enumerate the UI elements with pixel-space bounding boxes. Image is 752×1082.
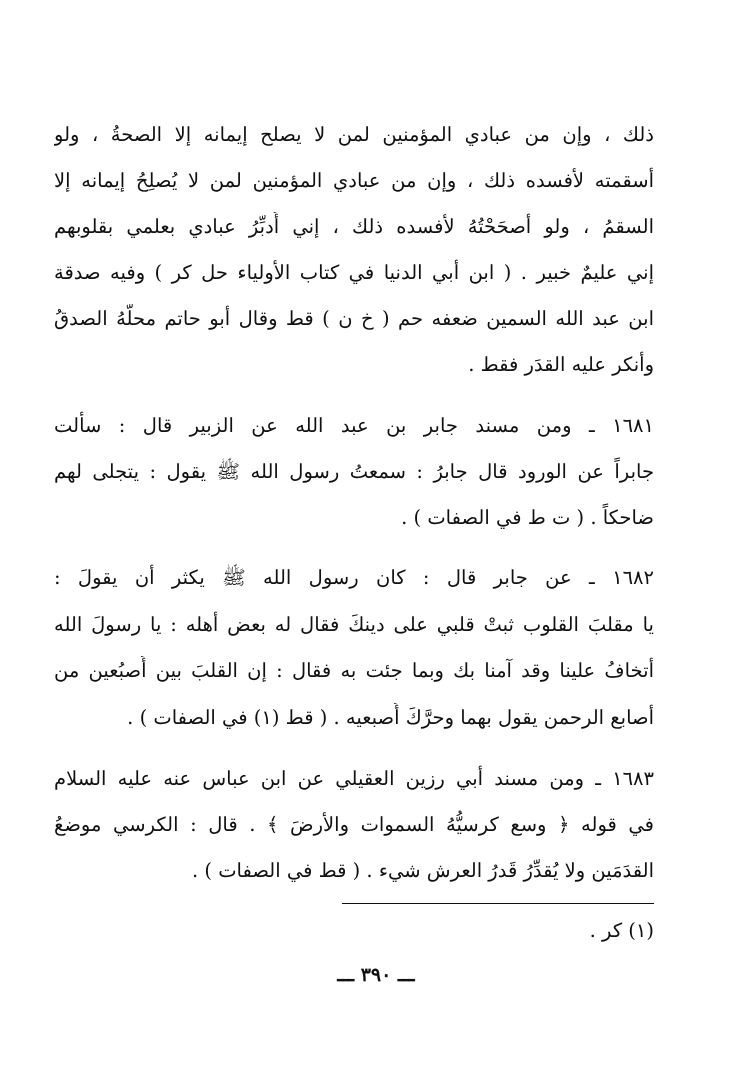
footnote-separator: [342, 903, 654, 904]
footnote: (١) كر .: [589, 919, 654, 942]
hadith-1681-line-1: ١٦٨١ ـ ومن مسند جابر بن عبد الله عن الزبير قال : سألت: [54, 414, 654, 437]
paragraph-1-line-5: ابن عبد الله السمين ضعفه حم ( خ ن ) قط وقال أبو حاتم محلُّهُ الصدقُ: [54, 307, 654, 330]
paragraph-1-line-4: إني عليمٌ خبير . ( ابن أبي الدنيا في كتاب الأولياء حل كر ) وفيه صدقة: [54, 261, 654, 284]
hadith-1682-line-2: يا مقلبَ القلوب ثبتْ قلبي على دينكَ فقال له بعض أهله : يا رسولَ الله: [54, 613, 654, 636]
hadith-1681-line-2: جابراً عن الورود قال جابرُ : سمعتُ رسول الله ﷺ يقول : يتجلى لهم: [54, 460, 654, 483]
hadith-1682-line-3: أتخافُ علينا وقد آمنا بك وبما جئت به فقال : إن القلبَ بين أُصبُعين من: [54, 659, 654, 682]
page-number: ـــ ٣٩٠ ـــ: [337, 964, 415, 986]
hadith-1682-line-4: أصابع الرحمن يقول بهما وحرَّكَ أُصبعيه . ( قط (١) في الصفات ) .: [127, 706, 654, 729]
paragraph-1-line-3: السقمُ ، ولو أصحَحْتُهُ لأفسده ذلك ، إني أُدبِّرُ عبادي بعلمي بقلوبهم: [54, 215, 654, 238]
hadith-1683-line-3: القدَمَين ولا يُقدِّرُ قَدرُ العرش شيء . ( قط في الصفات ) .: [191, 859, 654, 882]
hadith-1683-line-2: في قوله ﴿ وسع كرسيُّهُ السموات والأرضَ ﴾ . قال : الكرسي موضعُ: [54, 813, 654, 836]
paragraph-1-line-6: وأنكر عليه القدَر فقط .: [468, 353, 654, 376]
paragraph-1-line-1: ذلك ، وإن من عبادي المؤمنين لمن لا يصلح إيمانه إلا الصحةُ ، ولو: [54, 123, 654, 146]
hadith-1682-line-1: ١٦٨٢ ـ عن جابر قال : كان رسول الله ﷺ يكثر أن يقولَ :: [54, 566, 654, 589]
hadith-1681-line-3: ضاحكاً . ( ت ط في الصفات ) .: [401, 506, 654, 529]
paragraph-1-line-2: أسقمته لأفسده ذلك ، وإن من عبادي المؤمنين لمن لا يُصلِحُ إيمانه إلا: [54, 169, 654, 192]
hadith-1683-line-1: ١٦٨٣ ـ ومن مسند أبي رزين العقيلي عن ابن عباس عنه عليه السلام: [54, 767, 654, 790]
